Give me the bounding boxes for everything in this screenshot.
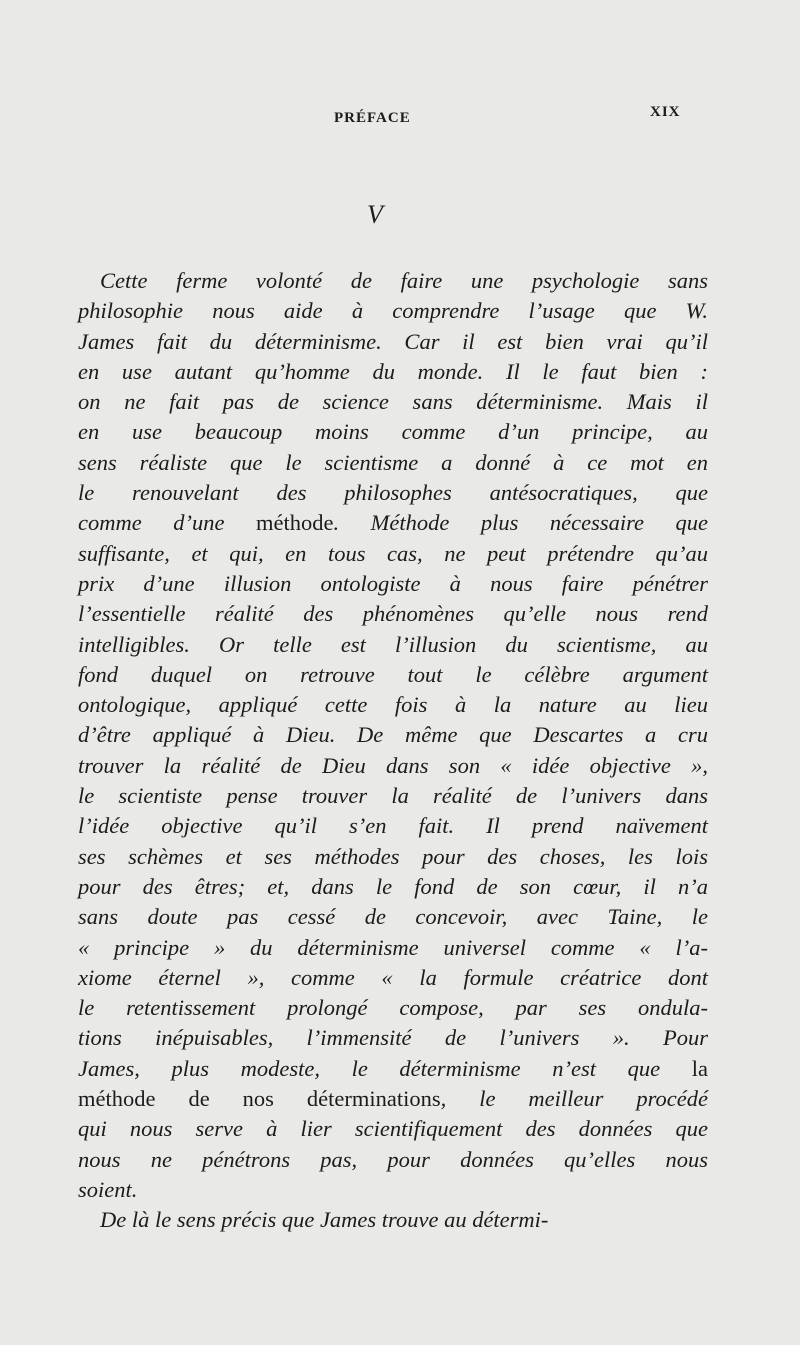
text-segment: la <box>691 1055 708 1081</box>
text-line <box>78 781 708 811</box>
text-segment: James fait du déterminisme. Car il est bien vrai qu’il <box>78 328 708 354</box>
text-segment: philosophie nous aide à comprendre l’usage que W. <box>78 298 708 324</box>
text-segment: De là le sens précis que James trouve au détermi- <box>100 1207 549 1233</box>
text-segment: suffisante, et qui, en tous cas, ne peut prétendre qu’au <box>78 540 708 566</box>
body-paragraph <box>78 266 708 1236</box>
text-line <box>78 569 708 599</box>
text-line <box>78 720 708 750</box>
text-line <box>78 751 708 781</box>
text-line <box>78 266 708 296</box>
text-segment: le renouvelant des philosophes antésocratiques, que <box>78 480 708 506</box>
text-segment: James, plus modeste, le déterminisme n’est que <box>78 1055 692 1081</box>
text-segment: sens réaliste que le scientisme a donné à ce mot en <box>78 449 708 475</box>
text-segment: , le meilleur procédé <box>440 1086 708 1112</box>
text-line <box>78 872 708 902</box>
text-line <box>78 478 708 508</box>
text-line <box>78 1084 708 1114</box>
text-segment: . Méthode plus nécessaire que <box>333 510 708 536</box>
text-segment: l’idée objective qu’il s’en fait. Il prend naïvement <box>78 813 708 839</box>
text-segment: on ne fait pas de science sans déterminisme. Mais il <box>78 389 708 415</box>
text-line <box>78 690 708 720</box>
text-line <box>78 1205 708 1235</box>
text-segment: sans doute pas cessé de concevoir, avec Taine, le <box>78 904 708 930</box>
text-line <box>78 1054 708 1084</box>
text-segment: ontologique, appliqué cette fois à la nature au lieu <box>78 692 708 718</box>
text-segment: méthode de nos déterminations <box>78 1086 441 1112</box>
text-line <box>78 357 708 387</box>
text-line <box>78 811 708 841</box>
text-segment: fond duquel on retrouve tout le célèbre argument <box>78 661 708 687</box>
text-segment: tions inépuisables, l’immensité de l’univers ». Pour <box>78 1025 708 1051</box>
text-line <box>78 902 708 932</box>
text-line <box>78 660 708 690</box>
text-segment: prix d’une illusion ontologiste à nous faire pénétrer <box>78 570 708 596</box>
text-segment: qui nous serve à lier scientifiquement des données que <box>78 1116 708 1142</box>
text-segment: en use beaucoup moins comme d’un principe, au <box>78 419 708 445</box>
text-segment: trouver la réalité de Dieu dans son « idée objective », <box>78 752 708 778</box>
text-segment: Cette ferme volonté de faire une psychologie sans <box>100 268 708 293</box>
text-line <box>78 1175 708 1205</box>
text-line <box>78 1023 708 1053</box>
text-line <box>78 539 708 569</box>
page-number: XIX <box>650 104 681 120</box>
text-line <box>78 387 708 417</box>
text-segment: soient. <box>78 1176 138 1202</box>
text-line <box>78 993 708 1023</box>
text-segment: le scientiste pense trouver la réalité de l’univers dans <box>78 783 708 809</box>
section-heading: V <box>367 200 383 229</box>
text-segment: en use autant qu’homme du monde. Il le faut bien : <box>78 358 708 384</box>
text-line <box>78 599 708 629</box>
text-segment: méthode <box>255 510 334 536</box>
text-segment: le retentissement prolongé compose, par ses ondula- <box>78 995 708 1021</box>
text-line <box>78 963 708 993</box>
text-line <box>78 1114 708 1144</box>
text-line <box>78 327 708 357</box>
text-segment: pour des êtres; et, dans le fond de son cœur, il n’a <box>78 873 708 899</box>
text-line <box>78 448 708 478</box>
text-line <box>78 1145 708 1175</box>
text-line <box>78 417 708 447</box>
text-segment: d’être appliqué à Dieu. De même que Descartes a cru <box>78 722 708 748</box>
text-line <box>78 630 708 660</box>
running-head <box>0 104 800 128</box>
text-line <box>78 933 708 963</box>
text-segment: nous ne pénétrons pas, pour données qu’elles nous <box>78 1146 708 1172</box>
text-line <box>78 842 708 872</box>
text-segment: « principe » du déterminisme universel comme « l’a- <box>78 934 708 960</box>
text-line <box>78 296 708 326</box>
text-segment: l’essentielle réalité des phénomènes qu’elle nous rend <box>78 601 708 627</box>
text-segment: intelligibles. Or telle est l’illusion du scientisme, au <box>78 631 708 657</box>
running-title: PRÉFACE <box>334 110 411 126</box>
text-segment: comme d’une <box>78 510 256 536</box>
text-line <box>78 508 708 538</box>
text-segment: ses schèmes et ses méthodes pour des choses, les lois <box>78 843 708 869</box>
text-segment: xiome éternel », comme « la formule créatrice dont <box>78 964 708 990</box>
